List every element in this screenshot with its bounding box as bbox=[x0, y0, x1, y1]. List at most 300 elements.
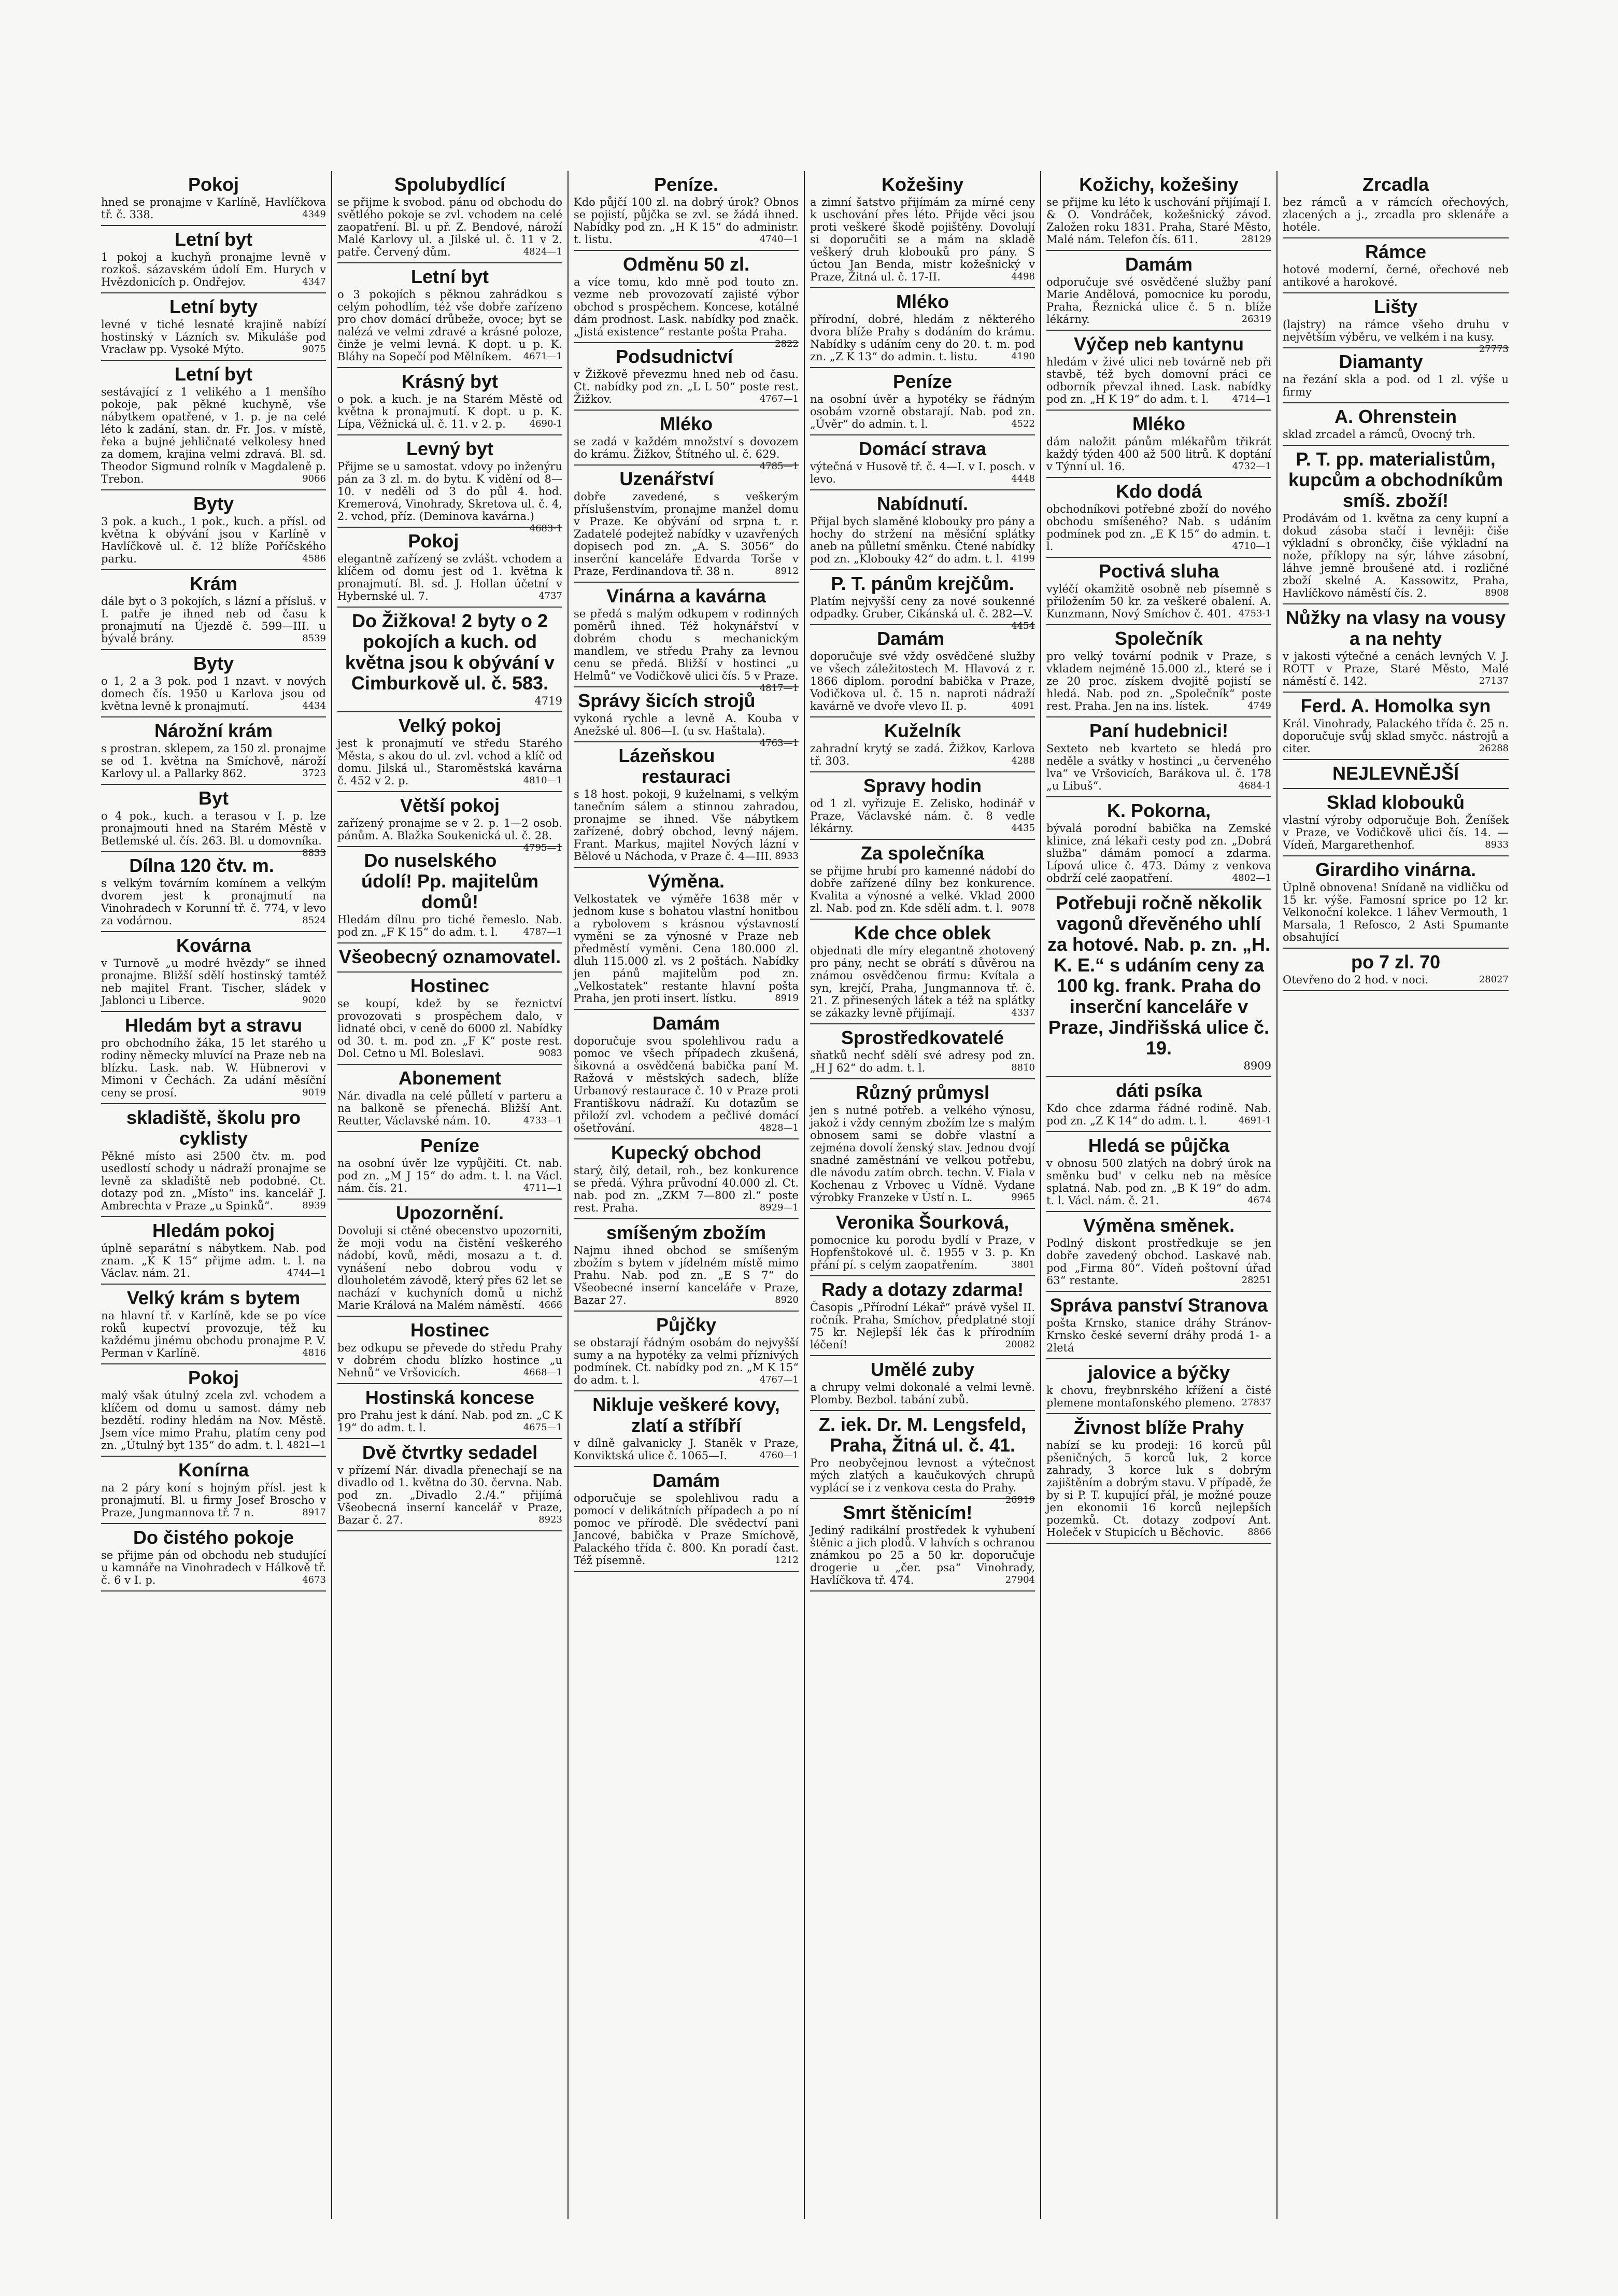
ad-title: Pokoj bbox=[408, 530, 459, 552]
ad-text: doporučuje své vždy osvědčené služby ve všech záležitostech M. Hlavová z r. 1866 diplom. porodní babička v Praze, Vodičkova ul. č. 15 n. naproti nádraží kavárně ve dvoře vlevo II. p. 4091 bbox=[810, 650, 1035, 712]
ad-text: odporučuje se spolehlivou radu a pomocí v delikátních případech a po ní pomoc ve přírodě. Dle svědectví pani Jancové, babička v Praze Smíchově, Palackého třída č. 800. Kn poradí čast. Též písemně. 1212 bbox=[574, 1492, 799, 1567]
classified-ad bbox=[337, 608, 562, 712]
ad-number: 4733—1 bbox=[523, 1115, 562, 1126]
ad-number: 1212 bbox=[775, 1555, 799, 1566]
classified-ad bbox=[337, 943, 562, 973]
classified-ad bbox=[810, 717, 1035, 772]
ad-number: 4760—1 bbox=[759, 1450, 799, 1461]
ad-number: 8866 bbox=[1247, 1527, 1271, 1538]
ad-title: Rámce bbox=[1365, 241, 1427, 262]
classified-ad bbox=[810, 1356, 1035, 1411]
classified-ad bbox=[810, 171, 1035, 288]
ad-number: 4824—1 bbox=[523, 246, 562, 257]
ad-title: Za společníka bbox=[860, 842, 985, 864]
ad-title: Hostinec bbox=[410, 975, 490, 996]
ad-text: doporučuje svou spolehlivou radu a pomoc ve všech případech zkušená, šikovná a osvědčená babička paní M. Ražová v městských sadech, blíže Urbanový restaurace č. 10 v Praze proti Františkovu nádraží. Ku dotazům se přiloží zvl. vchodem a pečlivé domácí ošetřování. 4828—1 bbox=[574, 1035, 799, 1134]
column-6 bbox=[1278, 171, 1514, 2219]
ad-title: Půjčky bbox=[656, 1314, 717, 1335]
classified-ad bbox=[101, 785, 326, 858]
ad-title: Do nuselského údolí! Pp. majitelům domů! bbox=[361, 850, 539, 912]
column-1 bbox=[96, 171, 332, 2219]
ad-number: 4816 bbox=[302, 1347, 326, 1358]
ad-title: A. Ohrenstein bbox=[1334, 406, 1457, 427]
ad-number: 4674 bbox=[1247, 1195, 1271, 1206]
ad-number: 4714—1 bbox=[1232, 393, 1271, 404]
ad-text: jen s nutné potřeb. a velkého výnosu, jakož i vždy cenným zbožím lze s malým obnosem sami se dobře vlastní a zejména dovolí ženský stav. Jednou dvojí snadné zaměstnání ve velkou potřebu, dle návodu zatím obrch. techn. V. Fiala v Kochenau z Vrbovec u Vídně. Vydane výrobky Franzeke v Ústí n. L. 9965 bbox=[810, 1104, 1035, 1204]
ad-number: 4711—1 bbox=[523, 1182, 562, 1193]
classified-ad bbox=[1283, 171, 1509, 238]
classified-ad bbox=[101, 570, 326, 650]
ad-title: dáti psíka bbox=[1115, 1080, 1202, 1101]
classified-ad bbox=[810, 570, 1035, 631]
classified-ad bbox=[337, 1439, 562, 1531]
column-3 bbox=[569, 171, 805, 2219]
ad-text: Hledám dílnu pro tiché řemeslo. Nab. pod zn. „F K 15“ do adm. t. l. 4787—1 bbox=[337, 913, 562, 938]
classified-ad bbox=[101, 650, 326, 717]
ad-text: na hlavní tř. v Karlíně, kde se po více roků kupectví provozuje, též ku každému jinému obchodu pronajme P. V. Perman v Karlíně. 4816 bbox=[101, 1309, 326, 1359]
ad-title: Damám bbox=[1125, 253, 1193, 275]
ad-title: Výměna směnek. bbox=[1083, 1215, 1235, 1236]
ad-text: Sexteto neb kvarteto se hledá pro neděle a svátky v hostinci „u červeného lva“ ve Vršovicích, Barákova ul. č. 178 „u Libuš“. 4684-1 bbox=[1046, 742, 1271, 792]
classified-ad bbox=[574, 1312, 799, 1391]
ad-title: Diamanty bbox=[1339, 351, 1423, 372]
ad-title: Paní hudebnici! bbox=[1089, 720, 1228, 741]
ad-title: Mléko bbox=[896, 291, 949, 312]
ad-title: Dílna 120 čtv. m. bbox=[129, 855, 274, 876]
ad-title: Hostinská koncese bbox=[365, 1387, 535, 1408]
ad-title: Domácí strava bbox=[858, 438, 987, 459]
classified-ad bbox=[101, 1104, 326, 1217]
newspaper-page bbox=[96, 171, 1568, 2219]
ad-number: 8810 bbox=[1011, 1062, 1035, 1073]
ad-number: 4675—1 bbox=[523, 1422, 562, 1433]
classified-ad bbox=[810, 772, 1035, 840]
ad-title: Letní byty bbox=[169, 296, 258, 317]
ad-number: 27137 bbox=[1479, 675, 1509, 686]
classified-ad bbox=[574, 343, 799, 411]
ad-number: 4347 bbox=[302, 276, 326, 287]
classified-ad bbox=[574, 171, 799, 251]
ad-number: 4737 bbox=[538, 590, 562, 601]
ad-title: Kuželník bbox=[884, 720, 961, 741]
ad-text: Přijme se u samostat. vdovy po inženýru pán za 3 zl. m. do bytu. K vidění od 8—10. v neděli od 3 do půl 4. hod. Kremerová, Vinohrady, Skretova ul. č. 4, 2. vchod, příz. (Deminova kavárna.) 4683-1 bbox=[337, 460, 562, 534]
ad-number: 8933 bbox=[1485, 839, 1509, 850]
ad-text: dobře zavedené, s veškerým příslušenstvím, pronajme manžel domu v Praze. Ke obývání od srpna t. r. Zadatelé podejtež nabídky v uzavřených dopisech pod zn. „A. S. 3056“ do inserční kanceláře Edvarda Torše v Praze, Ferdinandova tř. 38 n. 8912 bbox=[574, 490, 799, 577]
classified-ad bbox=[1283, 403, 1509, 446]
ad-title: Veronika Šourková, bbox=[835, 1212, 1010, 1233]
ad-title: Lázeňskou restauraci bbox=[618, 745, 731, 787]
classified-ad bbox=[810, 288, 1035, 368]
ad-text: objednati dle míry elegantně zhotovený pro pány, necht se obrátí s důvěrou na známou osvědčenou firmu: Kvítala a syn, krejčí, Praha, Jungmannova tř. č. 21. Z přinesených látek a též na splátky se zákazky levně přijímají. 4337 bbox=[810, 945, 1035, 1019]
ad-number: 4690-1 bbox=[529, 418, 562, 429]
classified-ad bbox=[1283, 760, 1509, 789]
classified-ad bbox=[1283, 856, 1509, 949]
classified-ad bbox=[574, 1139, 799, 1219]
ad-title: Hostinec bbox=[410, 1319, 490, 1341]
ad-text: Otevřeno do 2 hod. v noci. 28027 bbox=[1283, 974, 1509, 986]
ad-title: Sprostředkovatelé bbox=[841, 1027, 1004, 1048]
ad-number: 3723 bbox=[302, 768, 326, 779]
ad-text: obchodníkovi potřebné zboží do nového obchodu smíšeného? Nab. s udáním podmínek pod zn. „E K 15“ do admin. t. l. 4710—1 bbox=[1046, 503, 1271, 553]
classified-ad bbox=[810, 1276, 1035, 1356]
classified-ad bbox=[101, 171, 326, 226]
ad-title: Kdo dodá bbox=[1116, 481, 1202, 502]
ad-title: Nůžky na vlasy na vousy a na nehty bbox=[1285, 607, 1506, 649]
classified-ad bbox=[101, 852, 326, 932]
ad-number: 8929—1 bbox=[759, 1202, 799, 1213]
ad-number: 4522 bbox=[1011, 418, 1035, 429]
ad-text: pro Prahu jest k dání. Nab. pod zn. „C K 19“ do adm. t. l. 4675—1 bbox=[337, 1409, 562, 1434]
ad-text: pro obchodního žáka, 15 let starého u rodiny německy mluvící na Praze neb na blízku. Lask. nab. W. Hübnerovi v Mimoni v Čechách. Za udání měsíční ceny se prosí. 9019 bbox=[101, 1037, 326, 1099]
ad-text: s velkým továrním komínem a velkým dvorem jest k pronajmutí na Vinohradech v Korunní tř. č. 774, v levo za vodárnou. 8524 bbox=[101, 877, 326, 927]
ad-number: 9965 bbox=[1011, 1192, 1035, 1203]
ad-number: 4435 bbox=[1011, 823, 1035, 834]
ad-number: 4740—1 bbox=[759, 234, 799, 245]
ad-number: 4434 bbox=[302, 700, 326, 711]
ad-number: 9083 bbox=[538, 1048, 562, 1059]
ad-number: 4763—1 bbox=[759, 738, 799, 749]
ad-text: Velkostatek ve výměře 1638 měr v jednom kuse s bohatou vlastní honitbou a rybolovem s krásnou výstavností vyměni se za výnosné v Praze neb předměstí vyměni. Cena 180.000 zl. dluh 115.000 zl. vs 2 poštách. Nabídky jen pánů majitelům pod zn. „Velkostatek“ restante hlavní pošta Praha, jen proti insert. lístku. 8919 bbox=[574, 893, 799, 1005]
classified-ad bbox=[337, 368, 562, 435]
ad-number: 4199 bbox=[1011, 553, 1035, 564]
ad-number: 2822 bbox=[775, 339, 799, 349]
classified-ad bbox=[810, 435, 1035, 490]
ad-number: 4753-1 bbox=[1238, 608, 1271, 619]
ad-text: Kdo chce zdarma řádné rodině. Nab. pod zn. „Z K 14“ do adm. t. l. 4691-1 bbox=[1046, 1102, 1271, 1127]
classified-ad bbox=[101, 1217, 326, 1285]
classified-ad bbox=[337, 171, 562, 263]
classified-ad bbox=[810, 1411, 1035, 1505]
classified-ad bbox=[1283, 789, 1509, 856]
ad-text: bývalá porodní babička na Zemské klinice, zná lékaři cesty pod zn. „Dobrá služba“ dámám pomocí a zdarma. Lípová ulice č. 473. Dámy z venkova obdrží celé zaopatření. 4802—1 bbox=[1046, 822, 1271, 884]
ad-text: výtečná v Husově tř. č. 4—I. v I. posch. v levo. 4448 bbox=[810, 460, 1035, 485]
column-4 bbox=[805, 171, 1041, 2219]
ad-number: 4802—1 bbox=[1232, 872, 1271, 883]
ad-title: Podsudnictví bbox=[616, 346, 733, 367]
ad-title: Peníze. bbox=[654, 174, 719, 195]
ad-text: jest k pronajmutí ve středu Starého Města, s akou do ul. zvl. vchod a klíč od domu. Jilská ul., Staroměstská kavárna č. 452 v 2. p. 4810—1 bbox=[337, 737, 562, 787]
ad-title: Letní byt bbox=[175, 229, 252, 250]
ad-number: 8539 bbox=[302, 633, 326, 644]
classified-ad bbox=[1283, 604, 1509, 693]
ad-title: Hledám byt a stravu bbox=[124, 1015, 303, 1036]
ad-text: Pěkné místo asi 2500 čtv. m. pod usedlostí schody u nádraží pronajme se levně za skladiště neb podobné. Ct. dotazy pod zn. „Místo“ ins. kancelář J. Ambrechta v Praze „u Spinků“. 8939 bbox=[101, 1150, 326, 1212]
ad-number: 8524 bbox=[302, 915, 326, 926]
ad-text: dám naložit pánům mlékařům třikrát každý týden 400 až 500 litrů. K doptání v Týnní ul. 16. 4732—1 bbox=[1046, 435, 1271, 473]
ad-text: bez rámců a v rámcích ořechových, zlacených a j., zrcadla pro sklenáře a hotéle. bbox=[1283, 196, 1509, 233]
ad-number: 28129 bbox=[1241, 234, 1271, 245]
ad-number: 4448 bbox=[1011, 473, 1035, 484]
ad-number: 9066 bbox=[302, 473, 326, 484]
ad-number: 8909 bbox=[1243, 1060, 1271, 1072]
ad-text: Přijal bych slaměné klobouky pro pány a hochy do stržení na měsíční splátky aneb na půlletní směnku. Čtené nabídky pod zn. „Klobouky 42“ do adm. t. l. 4199 bbox=[810, 515, 1035, 565]
classified-ad bbox=[810, 1209, 1035, 1276]
ad-title: Nikluje veškeré kovy, zlatí a stříbří bbox=[592, 1394, 780, 1436]
classified-ad bbox=[337, 1200, 562, 1317]
ad-text: a více tomu, kdo mně pod touto zn. vezme neb provozovatí zajisté výbor obchod s prospěchem. Koncese, kotálné dám prodnost. Lask. nabídky pod značk. „Jistá existence“ restante pošta Praha. 2822 bbox=[574, 276, 799, 349]
ad-text: v Turnově „u modré hvězdy“ se ihned pronajme. Bližší sdělí hostinský tamtéž neb majitel Frant. Tischer, sládek v Jablonci u Liberce. 9020 bbox=[101, 957, 326, 1007]
column-2 bbox=[332, 171, 569, 2219]
ad-number: 4190 bbox=[1011, 351, 1035, 362]
ad-number: 4744—1 bbox=[287, 1267, 326, 1278]
classified-ad bbox=[574, 1219, 799, 1312]
ad-title: Nárožní krám bbox=[154, 720, 273, 741]
ad-number: 8912 bbox=[775, 566, 799, 576]
ad-number: 28027 bbox=[1479, 974, 1509, 985]
ad-title: Kožešiny bbox=[881, 174, 964, 195]
ad-number: 9020 bbox=[302, 995, 326, 1006]
ad-number: 4732—1 bbox=[1232, 461, 1271, 472]
classified-ad bbox=[337, 1317, 562, 1384]
classified-ad bbox=[1283, 693, 1509, 760]
ad-title: skladiště, školu pro cyklisty bbox=[126, 1107, 301, 1149]
ad-number: 4288 bbox=[1011, 755, 1035, 766]
ad-number: 8919 bbox=[775, 993, 799, 1004]
ad-text: se zadá v každém množství s dovozem do krámu. Žižkov, Štítného ul. č. 629. 4785—1 bbox=[574, 435, 799, 472]
ad-title: Abonement bbox=[399, 1067, 501, 1089]
ad-text: se přijme k svobod. pánu od obchodu do světlého pokoje se zvl. vchodem na celé zaopatření. Bl. u př. Z. Bendové, nároží Malé Karlovy ul. a Jilské ul. č. 11 v 2. patře. Červený dům. 4824—1 bbox=[337, 196, 562, 258]
classified-ad bbox=[101, 226, 326, 293]
classified-ad bbox=[1283, 293, 1509, 355]
ad-text: k chovu, freybnrského křížení a čisté plemene montafonského plemeno. 27837 bbox=[1046, 1384, 1271, 1409]
ad-title: po 7 zl. 70 bbox=[1351, 951, 1441, 973]
ad-text: pro velký tovární podnik v Praze, s vkladem nejméně 15.000 zl., které se i ze 20 proc. získem dvojitě pojistí se hledá. Nab. pod zn. „Společník“ poste rest. Praha. Jen na ins. lístek. 4749 bbox=[1046, 650, 1271, 712]
ad-text: zařízený pronajme se v 2. p. 1—2 osob. pánům. A. Blažka Soukenická ul. č. 28. 4795—1 bbox=[337, 817, 562, 853]
classified-ad bbox=[574, 687, 799, 749]
ad-title: Byty bbox=[193, 493, 234, 514]
ad-title: Girardiho vinárna. bbox=[1315, 859, 1477, 880]
ad-title: Rady a dotazy zdarma! bbox=[821, 1279, 1024, 1300]
ad-text: a zimní šatstvo přijímám za mírné ceny k uschování přes léto. Přijde věci jsou proti veškeré škodě pojištěny. Dovolují si doporučiti se a mám na skladě veškerý druh klobouků pro pány. S úctou Jan Benda, mistr kožešnický v Praze, Žitná ul. č. 17-II. 4498 bbox=[810, 196, 1035, 283]
classified-ad bbox=[101, 490, 326, 570]
ad-number: 26288 bbox=[1479, 743, 1509, 754]
classified-ad bbox=[574, 466, 799, 583]
column-5 bbox=[1041, 171, 1278, 2219]
classified-ad bbox=[101, 361, 326, 490]
classified-ad bbox=[1046, 1212, 1271, 1292]
ad-text: s 18 host. pokoji, 9 kuželnami, s velkým tanečním sálem a stinnou zahradou, pronajme se ihned. Vše nábytkem zařízené, dobrý obchod, levný nájem. Frant. Markus, majitel Nových lázní v Bělové u Náchoda, v Praze č. 4—III. 8933 bbox=[574, 788, 799, 863]
classified-ad bbox=[810, 490, 1035, 570]
ad-title: Dvě čtvrtky sedadel bbox=[362, 1442, 538, 1463]
ad-number: 4767—1 bbox=[759, 393, 799, 404]
classified-ad bbox=[1046, 171, 1271, 251]
ad-number: 4586 bbox=[302, 553, 326, 564]
ad-number: 8933 bbox=[775, 851, 799, 862]
ad-number: 4337 bbox=[1011, 1007, 1035, 1018]
ad-title: Větší pokoj bbox=[400, 795, 500, 816]
ad-text: pomocnice ku porodu bydlí v Praze, v Hopfenštokové ul. č. 1955 v 3. p. Kn přání pí. s celým zaopatřením. 3801 bbox=[810, 1234, 1035, 1271]
ad-text: na řezání skla a pod. od 1 zl. výše u firmy bbox=[1283, 373, 1509, 398]
ad-title: Damám bbox=[877, 628, 945, 649]
ad-text: na osobní úvěr lze vypůjčiti. Ct. nab. pod zn. „M J 15“ do adm. t. l. na Václ. nám. čís. 21. 4711—1 bbox=[337, 1157, 562, 1194]
classified-ad bbox=[101, 1364, 326, 1457]
ad-text: od 1 zl. vyřizuje E. Zelisko, hodinář v Praze, Václavské nám. č. 8 vedle lékárny. 4435 bbox=[810, 797, 1035, 835]
ad-title: Lišty bbox=[1373, 296, 1418, 317]
ad-title: Do Žižkova! 2 byty o 2 pokojích a kuch. od května jsou k obývání v Cimburkově ul. č. 583. bbox=[345, 610, 555, 694]
ad-text: o 4 pok., kuch. a terasou v I. p. lze pronajmouti hned na Starém Městě v Betlemské ul. čís. 263. Bl. u domovníka. 8833 bbox=[101, 810, 326, 858]
ad-number: 8920 bbox=[775, 1294, 799, 1305]
ad-title: Uzenářství bbox=[619, 468, 714, 489]
ad-title: Vinárna a kavárna bbox=[606, 585, 766, 607]
ad-title: Odměnu 50 zl. bbox=[622, 253, 750, 275]
classified-ad bbox=[337, 712, 562, 792]
ad-text: přírodní, dobré, hledám z některého dvora blíže Prahy s dodáním do krámu. Nabídky s udáním ceny do 20. t. m. pod zn. „Z K 13“ do admin. t. listu. 4190 bbox=[810, 313, 1035, 363]
ad-title: Kožichy, kožešiny bbox=[1079, 174, 1239, 195]
ad-title: Krám bbox=[189, 573, 238, 594]
ad-text: zahradní krytý se zadá. Žižkov, Karlova tř. 303. 4288 bbox=[810, 742, 1035, 767]
ad-title: Poctivá sluha bbox=[1098, 560, 1219, 582]
ad-number: 4787—1 bbox=[523, 926, 562, 937]
ad-text: sňatků nechť sdělí své adresy pod zn. „H J 62“ do adm. t. l. 8810 bbox=[810, 1049, 1035, 1074]
ad-title: Potřebuji ročně několik vagonů dřevěného uhlí za hotové. Nab. p. zn. „H. K. E.“ s udáním ceny za 100 kg. frank. Praha do inserční kanceláře v Praze, Jindřišská ulice č. 19. bbox=[1047, 892, 1271, 1059]
ad-title: smíšeným zbožím bbox=[606, 1222, 767, 1243]
ad-text: Najmu ihned obchod se smíšeným zbožím s bytem v jídelném místě mimo Prahu. Nab. pod zn. „E S 7“ do Všeobecné inserní kanceláře v Praze, Bazar 27. 8920 bbox=[574, 1244, 799, 1306]
ad-number: 4785—1 bbox=[759, 461, 799, 472]
ad-number: 8923 bbox=[538, 1514, 562, 1525]
classified-ad bbox=[574, 251, 799, 349]
ad-text: Jediný radikální prostředek k vyhubení štěnic a jich plodů. V lahvích s ochranou známkou po 25 a 50 kr. doporučuje drogerie u „čer. psa“ Vinohrady, Havlíčkova tř. 474. 27904 bbox=[810, 1524, 1035, 1586]
classified-ad bbox=[1046, 717, 1271, 797]
ad-text: bez odkupu se převede do středu Prahy v dobrém chodu blízko hostince „u Nehnů“ ve Vršovicích. 4668—1 bbox=[337, 1342, 562, 1379]
ad-title: Kde chce oblek bbox=[854, 922, 991, 943]
classified-ad bbox=[1046, 1414, 1271, 1544]
ad-text: Platím nejvyšší ceny za nové soukenné odpadky. Gruber, Cikánská ul. č. 282—V. 4454 bbox=[810, 595, 1035, 631]
ad-number: 4454 bbox=[1011, 621, 1035, 631]
ad-number: 8917 bbox=[302, 1507, 326, 1518]
ad-text: Kdo půjčí 100 zl. na dobrý úrok? Obnos se pojistí, půjčka se zvl. se žádá ihned. Nabídky pod zn. „H K 15“ do administr. t. listu. 4740—1 bbox=[574, 196, 799, 246]
ad-text: 3 pok. a kuch., 1 pok., kuch. a přísl. od května k obývání jsou v Karlíně v Havlíčkově ul. č. 12 blíže Poříčského parku. 4586 bbox=[101, 515, 326, 565]
ad-title: Damám bbox=[652, 1470, 720, 1491]
classified-ad bbox=[1046, 1132, 1271, 1212]
ad-number: 4673 bbox=[302, 1574, 326, 1585]
ad-text: Nár. divadla na celé půlletí v parteru a na balkoně se přenechá. Bližší Ant. Reutter, Václavské nám. 10. 4733—1 bbox=[337, 1090, 562, 1127]
classified-ad bbox=[337, 1132, 562, 1200]
ad-title: Živnost blíže Prahy bbox=[1073, 1417, 1244, 1438]
classified-ad bbox=[337, 847, 562, 943]
ad-text: v dílně galvanicky J. Staněk v Praze, Konviktská ulice č. 1065—I. 4760—1 bbox=[574, 1437, 799, 1462]
ad-text: v obnosu 500 zlatých na dobrý úrok na směnku bud' v celku neb na měsíce splatná. Nab. pod zn. „B K 19“ do adm. t. l. Václ. nám. č. 21. 4674 bbox=[1046, 1157, 1271, 1207]
ad-title: jalovice a býčky bbox=[1087, 1362, 1230, 1383]
ad-text: starý, čilý, detail, roh., bez konkurence se předá. Výhra průvodní 40.000 zl. Ct. nab. pod zn. „ZKM 7—800 zl.“ poste rest. Praha. 8929—1 bbox=[574, 1164, 799, 1214]
classified-ad bbox=[1283, 446, 1509, 604]
ad-title: Společník bbox=[1114, 628, 1203, 649]
classified-ad bbox=[101, 932, 326, 1012]
ad-text: o 1, 2 a 3 pok. pod 1 nzavt. v nových domech čís. 1950 u Karlova jsou od května levně k pronajmutí. 4434 bbox=[101, 675, 326, 712]
classified-ad bbox=[1046, 1292, 1271, 1359]
classified-ad bbox=[810, 1499, 1035, 1591]
ad-text: Časopis „Přírodní Lékař“ právě vyšel II. ročník. Praha, Smíchov, předplatné stojí 75 kr. Nejlepší lék čas k přírodním léčení! 20082 bbox=[810, 1301, 1035, 1351]
classified-ad bbox=[810, 1079, 1035, 1209]
classified-ad bbox=[574, 1391, 799, 1467]
ad-number: 4666 bbox=[538, 1300, 562, 1311]
ad-text: v Žižkově převezmu hned neb od času. Ct. nabídky pod zn. „L L 50“ poste rest. Žižkov. 4767—1 bbox=[574, 368, 799, 405]
ad-title: Výměna. bbox=[647, 870, 725, 892]
ad-text: vykoná rychle a levně A. Kouba v Anežské ul. 806—I. (u sv. Haštala). 4763—1 bbox=[574, 712, 799, 749]
ad-title: Z. iek. Dr. M. Lengsfeld, Praha, Žitná ul. č. 41. bbox=[818, 1414, 1027, 1456]
ad-text: v přízemí Nár. divadla přenechají se na divadlo od 1. května do 30. června. Nab. pod zn. „Divadlo 2./4.“ přijímá Všeobecná inserní kancelář v Praze, Bazar č. 27. 8923 bbox=[337, 1464, 562, 1526]
classified-ad bbox=[337, 1065, 562, 1132]
ad-text: malý však útulný zcela zvl. vchodem a klíčem od domu u samost. dámy neb bezdětí. rodiny hledám na Nov. Městě. Jsem více mimo Prahu, platím ceny pod zn. „Útulný byt 135“ do adm. t. l. 4821—1 bbox=[101, 1389, 326, 1452]
ad-title: P. T. pánům krejčům. bbox=[831, 573, 1014, 594]
ad-title: Pokoj bbox=[188, 1367, 239, 1388]
ad-title: Letní byt bbox=[175, 363, 252, 385]
ad-title: Spolubydlící bbox=[394, 174, 505, 195]
classified-ad bbox=[337, 1384, 562, 1439]
ad-title: Peníze bbox=[420, 1135, 480, 1156]
ad-text: hotové moderní, černé, ořechové neb antikové a harokové. bbox=[1283, 263, 1509, 288]
ad-text: se přijme hrubí pro kamenné nádobí do dobře zařízené dílny bez konkurence. Kvalita a výnosné a velké. Vklad 2000 zl. Nab. pod zn. Kde sdělí adm. t. l. 9078 bbox=[810, 865, 1035, 914]
ad-number: 26319 bbox=[1241, 314, 1271, 325]
ad-title: Správa panství Stranova bbox=[1049, 1294, 1268, 1316]
ad-text: Král. Vinohrady, Palackého třída č. 25 n. doporučuje svůj sklad smyčc. nástrojů a citer. 26288 bbox=[1283, 717, 1509, 755]
ad-title: Do čistého pokoje bbox=[133, 1527, 294, 1548]
ad-text: Prodávám od 1. května za ceny kupní a dokud zásoba stačí i levněji: čiše výkladní s obrončky, čiše výkladní na nože, příklopy na sýr, láhve zásobní, láhve jemně broušené atd. i rozličné zboží skelné A. Kassowitz, Praha, Havlíčkovo náměstí čís. 2. 8908 bbox=[1283, 512, 1509, 599]
classified-ad bbox=[1046, 797, 1271, 890]
ad-title: Damám bbox=[652, 1012, 720, 1034]
ad-title: P. T. pp. materialistům, kupcům a obchodníkům smíš. zboží! bbox=[1288, 448, 1503, 511]
ad-number: 3801 bbox=[1011, 1259, 1035, 1270]
ad-text: vlastní výroby odporučuje Boh. Ženíšek v Praze, ve Vodičkově ulici čís. 14. — Vídeň, Margarethenhof. 8933 bbox=[1283, 814, 1509, 851]
ad-text: Dovoluji si ctěné obecenstvo upozorniti, že moji vodu na čistění veškerého nádobí, kovů, mědi, mosazu a t. d. vynášení nebo dobrou vodu v dlouholetém závodě, který přes 62 let se nachází v kuchyních domů u nichž Marie Králová na Malém náměstí. 4666 bbox=[337, 1224, 562, 1312]
ad-text: vyléčí okamžitě osobně neb písemně s přiložením 50 kr. za veškeré obalení. A. Kunzmann, Nový Smíchov č. 401. 4753-1 bbox=[1046, 583, 1271, 620]
classified-ad bbox=[101, 1285, 326, 1364]
classified-ad bbox=[1283, 348, 1509, 403]
ad-title: Různý průmysl bbox=[855, 1082, 990, 1103]
ad-title: Smrt štěnicím! bbox=[843, 1502, 973, 1523]
classified-ad bbox=[337, 973, 562, 1065]
classified-ad bbox=[101, 1524, 326, 1591]
ad-number: 4091 bbox=[1011, 700, 1035, 711]
classified-ad bbox=[101, 293, 326, 361]
ad-text: nabízí se ku prodeji: 16 korců půl pšeničných, 5 korců luk, 2 korce zahrady, 3 korce luk s dobrým zajištěním a dobrým stavu. V případě, že by si P. T. kupující přál, je možné pouze jen ekonomii 16 korců nejlepších pozemků. Ct. dotazy zodpoví Ant. Holeček v Stupicích u Běchovic. 8866 bbox=[1046, 1439, 1271, 1539]
ad-title: Konírna bbox=[178, 1459, 249, 1481]
ad-number: 4691-1 bbox=[1238, 1115, 1271, 1126]
ad-number: 9078 bbox=[1011, 903, 1035, 913]
classified-ad bbox=[337, 792, 562, 853]
ad-number: 28251 bbox=[1241, 1275, 1271, 1286]
ad-text: s prostran. sklepem, za 150 zl. pronajme se od 1. května na Smíchově, nároží Karlovy ul. a Pallarky 862. 3723 bbox=[101, 742, 326, 780]
classified-ad bbox=[101, 1457, 326, 1524]
ad-number: 4349 bbox=[302, 209, 326, 220]
ad-number: 8939 bbox=[302, 1200, 326, 1211]
ad-title: Umělé zuby bbox=[870, 1359, 975, 1380]
ad-number: 26919 bbox=[1005, 1495, 1035, 1505]
ad-number: 4817—1 bbox=[759, 683, 799, 694]
ad-number: 4767—1 bbox=[759, 1374, 799, 1385]
ad-text: se koupí, kdež by se řeznictví provozovati s prospěchem dalo, v lidnaté obci, v ceně do 6000 zl. Nabídky od 30. t. m. pod zn. „F K“ poste rest. Dol. Cetno u Ml. Boleslavi. 9083 bbox=[337, 997, 562, 1060]
ad-text: se obstarají řádným osobám do nejvyšší sumy a na hypotéky za velmi příznivých podmínek. Ct. nabídky pod zn. „M K 15“ do adm. t. l. 4767—1 bbox=[574, 1336, 799, 1386]
ad-text: sestávající z 1 velikého a 1 menšího pokoje, pak pěkné kuchyně, vše nábytkem opatřené, v 1. p. je na celé léto k zadání, stan. dr. Fr. Jos. v místě, řeka a bujné jehličnaté velkolesy hned za domem, krajina velmi zdravá. Bl. sd. Theodor Sigmund rolník v Magdaleně p. Trebon. 9066 bbox=[101, 386, 326, 485]
ad-number: 27773 bbox=[1479, 344, 1509, 355]
ad-title: NEJLEVNĚJŠÍ bbox=[1332, 763, 1459, 784]
classified-ad bbox=[1046, 251, 1271, 331]
ad-title: Peníze bbox=[892, 371, 953, 392]
ad-title: Spravy hodin bbox=[863, 775, 982, 796]
classified-ad bbox=[810, 920, 1035, 1024]
ad-title: Levný byt bbox=[406, 438, 494, 459]
ad-number: 4828—1 bbox=[759, 1122, 799, 1133]
ad-number: 4684-1 bbox=[1238, 780, 1271, 791]
ad-number: 27904 bbox=[1005, 1574, 1035, 1585]
ad-text: hledám v živé ulici neb továrně neb při stavbě, též bych domovní práci ce odborník převzal ihned. Lask. nabídky pod zn. „H K 19“ do adm. t. l. 4714—1 bbox=[1046, 356, 1271, 405]
classified-ad bbox=[574, 583, 799, 694]
ad-number: 4749 bbox=[1247, 700, 1271, 711]
classified-ad bbox=[574, 1010, 799, 1139]
ad-number: 4498 bbox=[1011, 271, 1035, 282]
ad-title: Hledá se půjčka bbox=[1088, 1135, 1230, 1156]
classified-ad bbox=[101, 1012, 326, 1104]
ad-text: se předá s malým odkupem v rodinných poměrů ihned. Též hokynářství v dobrém chodu s mechanickým mandlem, ve středu Prahy za levnou cenu se předá. Bližší v hostinci „u Helmů“ ve Vodičkově ulici čís. 5 v Praze. 4817—1 bbox=[574, 608, 799, 694]
